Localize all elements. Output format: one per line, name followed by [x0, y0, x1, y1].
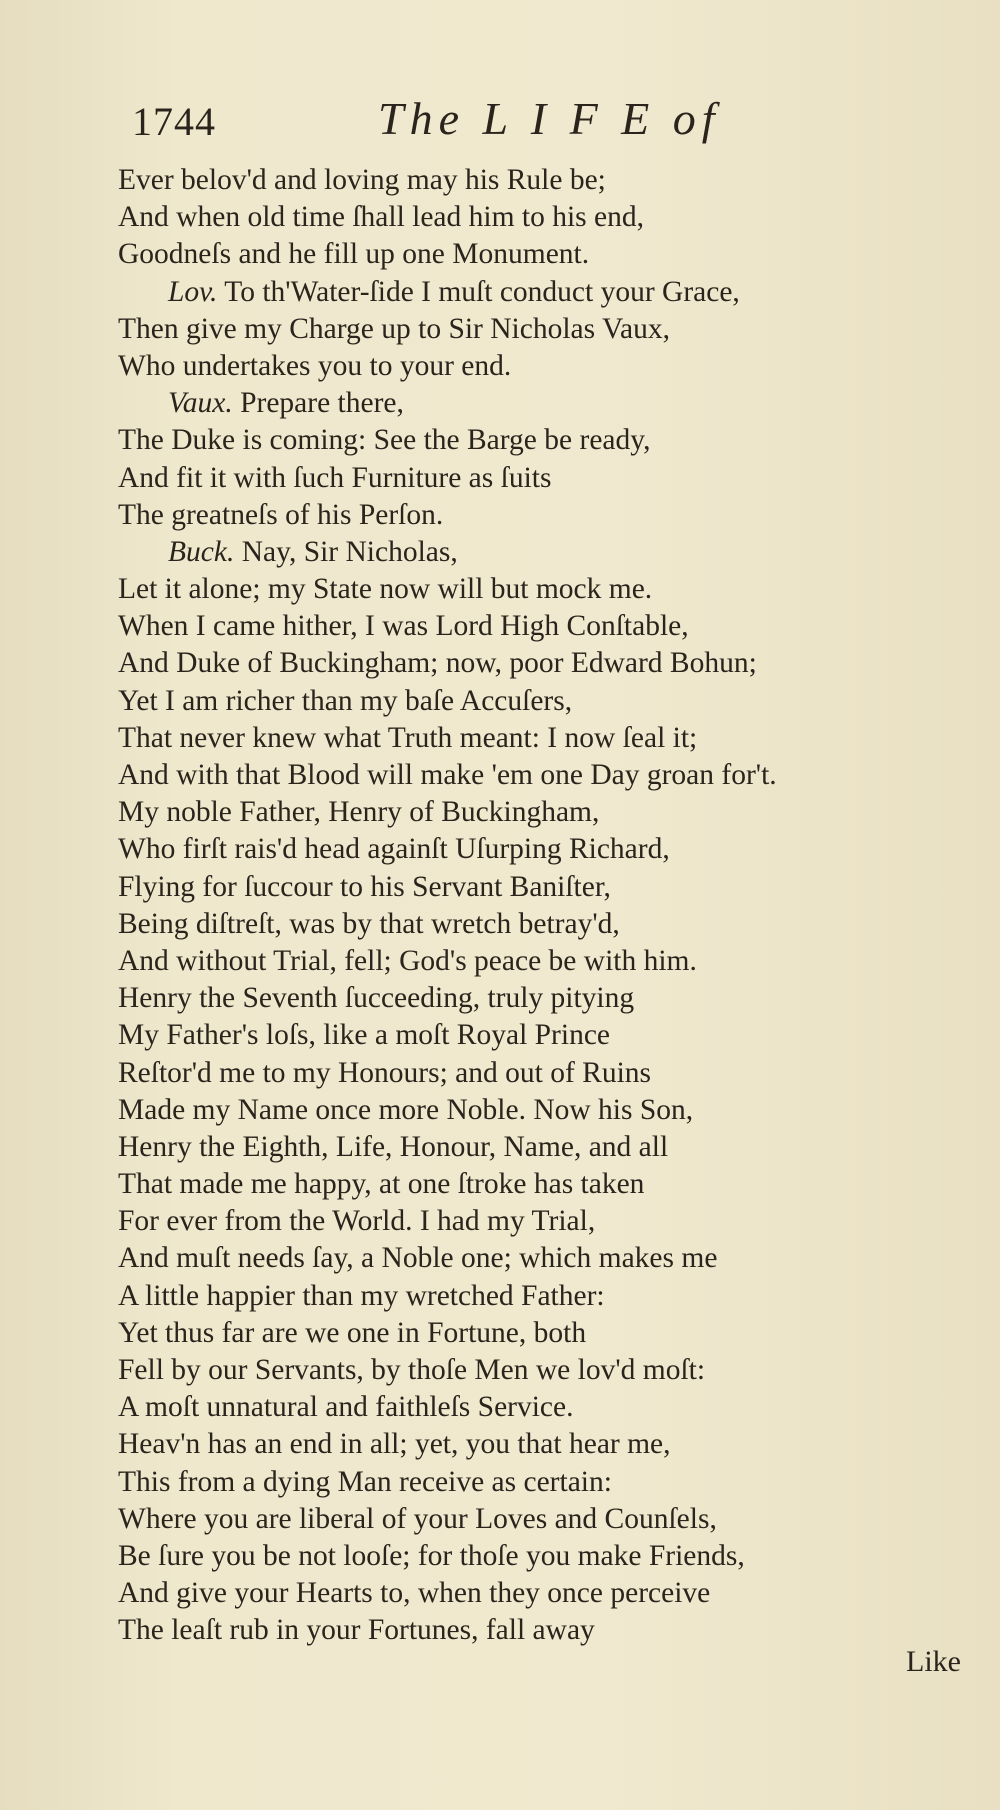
verse-line	[118, 311, 978, 348]
line-text: Nay, Sir Nicholas,	[234, 535, 458, 568]
line-text: Flying for ſuccour to his Servant Baniſter,	[118, 870, 611, 903]
line-text: Prepare there,	[232, 387, 404, 420]
verse-line	[118, 1501, 978, 1538]
speaker-name: Lov.	[168, 275, 218, 308]
page-number: 1744	[132, 99, 216, 144]
line-text: Yet thus far are we one in Fortune, both	[118, 1316, 587, 1349]
line-text: The leaſt rub in your Fortunes, fall away	[118, 1614, 595, 1647]
verse-line	[118, 1612, 978, 1649]
speaker-name: Vaux.	[168, 387, 233, 420]
verse-line	[118, 757, 978, 794]
catchword: Like	[906, 1645, 961, 1678]
line-text: Being diſtreſt, was by that wretch betray'd,	[118, 907, 620, 940]
verse-line	[118, 1017, 978, 1054]
line-text: Henry the Eighth, Life, Honour, Name, and all	[118, 1130, 669, 1163]
line-text: Then give my Charge up to Sir Nicholas Vaux,	[118, 312, 670, 345]
verse-line	[118, 1464, 978, 1501]
line-text: That never knew what Truth meant: I now ſeal it;	[118, 721, 698, 754]
line-text: And fit it with ſuch Furniture as ſuits	[118, 461, 552, 494]
line-text: That made me happy, at one ſtroke has taken	[118, 1168, 645, 1201]
verse-line	[118, 236, 978, 273]
line-text: Reſtor'd me to my Honours; and out of Ruins	[118, 1056, 652, 1089]
verse-line	[118, 943, 978, 980]
line-text: And muſt needs ſay, a Noble one; which makes me	[118, 1242, 718, 1275]
line-text: And give your Hearts to, when they once perceive	[118, 1577, 711, 1610]
line-text: To th'Water-ſide I muſt conduct your Grace,	[217, 275, 740, 308]
verse-line	[118, 683, 978, 720]
verse-line	[118, 720, 978, 757]
line-text: For ever from the World. I had my Trial,	[118, 1205, 596, 1238]
line-text: When I came hither, I was Lord High Conſtable,	[118, 610, 689, 643]
line-text: And when old time ſhall lead him to his end,	[118, 201, 645, 234]
verse-line	[118, 199, 978, 236]
verse-line	[118, 1240, 978, 1277]
verse-line	[118, 497, 978, 534]
verse-line	[118, 869, 978, 906]
verse-line	[118, 1575, 978, 1612]
line-text: A moſt unnatural and faithleſs Service.	[118, 1391, 574, 1424]
verse-line	[118, 534, 978, 571]
line-text: Who undertakes you to your end.	[118, 349, 512, 382]
verse-line	[118, 1203, 978, 1240]
verse-line	[118, 1055, 978, 1092]
line-text: Yet I am richer than my baſe Accuſers,	[118, 684, 573, 717]
verse-line	[118, 571, 978, 608]
verse-line	[118, 274, 978, 311]
verse-line	[118, 645, 978, 682]
verse-block	[118, 162, 978, 1650]
speaker-name: Buck.	[168, 535, 235, 568]
verse-line	[118, 906, 978, 943]
verse-line	[118, 460, 978, 497]
verse-line	[118, 794, 978, 831]
verse-line	[118, 1389, 978, 1426]
line-text: And without Trial, fell; God's peace be with him.	[118, 944, 697, 977]
verse-line	[118, 980, 978, 1017]
line-text: Heav'n has an end in all; yet, you that hear me,	[118, 1428, 671, 1461]
verse-line	[118, 422, 978, 459]
verse-line	[118, 1352, 978, 1389]
line-text: Henry the Seventh ſucceeding, truly pitying	[118, 982, 635, 1015]
line-text: Let it alone; my State now will but mock me.	[118, 573, 653, 606]
verse-line	[118, 385, 978, 422]
line-text: Goodneſs and he fill up one Monument.	[118, 238, 590, 271]
verse-line	[118, 1166, 978, 1203]
verse-line	[118, 1092, 978, 1129]
line-text: Be ſure you be not looſe; for thoſe you make Friends,	[118, 1539, 745, 1572]
verse-line	[118, 1315, 978, 1352]
verse-line	[118, 608, 978, 645]
verse-line	[118, 831, 978, 868]
verse-line	[118, 1426, 978, 1463]
verse-line	[118, 1538, 978, 1575]
line-text: This from a dying Man receive as certain:	[118, 1465, 612, 1498]
verse-line	[118, 1278, 978, 1315]
line-text: Who firſt rais'd head againſt Uſurping Richard,	[118, 833, 670, 866]
line-text: The Duke is coming: See the Barge be ready,	[118, 424, 651, 457]
line-text: My noble Father, Henry of Buckingham,	[118, 796, 600, 829]
line-text: Made my Name once more Noble. Now his Son,	[118, 1093, 694, 1126]
line-text: Fell by our Servants, by thoſe Men we lov'd moſt:	[118, 1354, 706, 1386]
line-text: And Duke of Buckingham; now, poor Edward Bohun;	[118, 647, 757, 680]
verse-line	[118, 162, 978, 199]
line-text: Where you are liberal of your Loves and Counſels,	[118, 1502, 717, 1535]
line-text: The greatneſs of his Perſon.	[118, 498, 444, 531]
line-text: My Father's loſs, like a moſt Royal Prince	[118, 1019, 611, 1052]
verse-line	[118, 1129, 978, 1166]
verse-line	[118, 348, 978, 385]
line-text: A little happier than my wretched Father:	[118, 1279, 605, 1312]
line-text: Ever belov'd and loving may his Rule be;	[118, 164, 606, 196]
line-text: And with that Blood will make 'em one Day groan for't.	[118, 759, 777, 791]
running-head: The L I F E of	[378, 93, 721, 144]
